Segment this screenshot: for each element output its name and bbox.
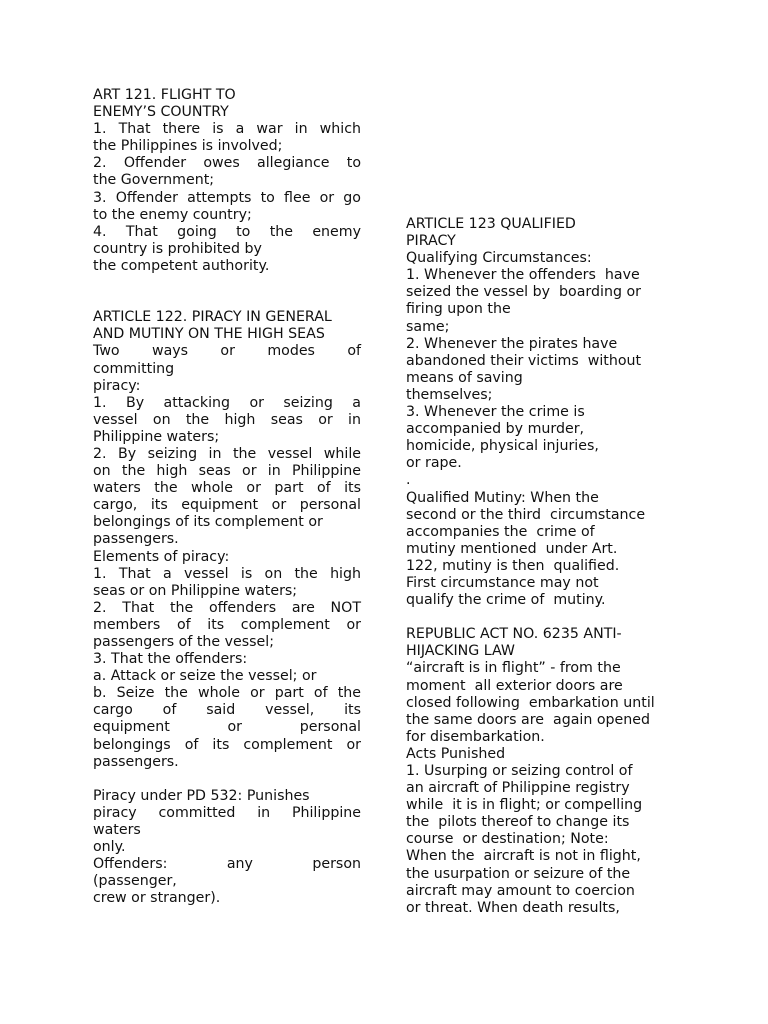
text-line: crew or stranger). (93, 890, 221, 907)
text-line: (passenger, (93, 873, 177, 890)
text-line: second or the third circumstance (406, 506, 646, 523)
text-line: the Government; (93, 172, 215, 189)
text-line: Offenders: any person (93, 856, 361, 873)
text-line: for disembarkation. (406, 728, 545, 745)
text-line: piracy committed in Philippine (93, 804, 361, 821)
text-line: on the high seas or in Philippine (93, 463, 361, 480)
text-line: homicide, physical injuries, (406, 438, 599, 455)
text-line: or rape. (406, 455, 462, 472)
text-line: HIJACKING LAW (406, 643, 515, 660)
text-line: seas or on Philippine waters; (93, 582, 298, 599)
text-line: 3. Whenever the crime is (406, 404, 585, 421)
text-line: Piracy under PD 532: Punishes (93, 787, 310, 804)
text-line: waters (93, 822, 141, 839)
text-line: 122, mutiny is then qualified. (406, 557, 620, 574)
text-line: the pilots thereof to change its (406, 814, 630, 831)
text-line: 2. Offender owes allegiance to (93, 155, 361, 172)
text-line: 1. Usurping or seizing control of (406, 763, 633, 779)
text-line: Acts Punished (406, 745, 506, 762)
text-line: cargo of said vessel, its (93, 702, 361, 719)
text-line: 2. By seizing in the vessel while (93, 445, 361, 462)
text-line: passengers of the vessel; (93, 634, 275, 650)
text-line: vessel on the high seas or in (93, 411, 361, 428)
text-line: course or destination; Note: (406, 831, 609, 848)
text-line: themselves; (406, 386, 493, 403)
text-line: belongings of its complement or (93, 736, 361, 753)
blank-line-spacer (406, 609, 674, 626)
text-line: same; (406, 318, 450, 335)
text-line: First circumstance may not (406, 574, 599, 591)
text-line: aircraft may amount to coercion (406, 882, 635, 899)
text-line: the same doors are again opened (406, 711, 650, 728)
text-line: b. Seize the whole or part of the (93, 685, 361, 702)
text-line: the usurpation or seizure of the (406, 865, 631, 882)
text-line: AND MUTINY ON THE HIGH SEAS (93, 326, 325, 343)
text-line: mutiny mentioned under Art. (406, 540, 618, 557)
text-line: to the enemy country; (93, 206, 252, 223)
text-line: 1. Whenever the offenders have (406, 267, 640, 284)
text-line: abandoned their victims without (406, 352, 642, 369)
text-line: 3. That the offenders: (93, 651, 248, 668)
text-line: firing upon the (406, 301, 511, 318)
text-line: passengers. (93, 531, 179, 548)
text-line: 1. That there is a war in which (93, 121, 361, 138)
text-line: or threat. When death results, (406, 899, 620, 916)
text-line: a. Attack or seize the vessel; or (93, 668, 317, 685)
text-line: Elements of piracy: (93, 548, 230, 565)
text-line: REPUBLIC ACT NO. 6235 ANTI- (406, 626, 622, 643)
text-line: moment all exterior doors are (406, 677, 623, 694)
text-line: an aircraft of Philippine registry (406, 780, 630, 797)
text-line: equipment or personal (93, 719, 361, 736)
text-line: cargo, its equipment or personal (93, 497, 361, 514)
text-line: 4. That going to the enemy (93, 223, 361, 240)
text-line: seized the vessel by boarding or (406, 284, 641, 301)
text-line: the competent authority. (93, 257, 270, 274)
text-line: 2. Whenever the pirates have (406, 335, 618, 352)
text-line: the Philippines is involved; (93, 138, 283, 155)
text-line: 1. That a vessel is on the high (93, 565, 361, 582)
text-line: accompanies the crime of (406, 523, 595, 540)
text-line: waters the whole or part of its (93, 480, 361, 497)
text-line: When the aircraft is not in flight, (406, 848, 641, 865)
text-line: only. (93, 839, 126, 856)
text-line: ENEMY’S COUNTRY (93, 104, 229, 121)
right-text-column (406, 216, 674, 917)
text-line: PIRACY (406, 233, 456, 250)
text-line: Philippine waters; (93, 428, 220, 445)
text-line: “aircraft is in flight” - from the (406, 660, 621, 677)
left-text-column (93, 87, 361, 908)
text-line: . (406, 472, 411, 489)
text-line: qualify the crime of mutiny. (406, 592, 606, 609)
text-line: committing (93, 360, 175, 377)
text-line: ART 121. FLIGHT TO (93, 87, 236, 103)
text-line: members of its complement or (93, 616, 361, 633)
text-line: closed following embarkation until (406, 694, 655, 711)
text-line: 1. By attacking or seizing a (93, 394, 361, 411)
text-line: belongings of its complement or (93, 514, 323, 531)
text-line: ARTICLE 123 QUALIFIED (406, 216, 576, 232)
blank-line-spacer (93, 275, 361, 309)
text-line: 3. Offender attempts to flee or go (93, 189, 361, 206)
text-line: while it is in flight; or compelling (406, 797, 643, 814)
text-line: accompanied by murder, (406, 421, 585, 438)
text-line: Two ways or modes of (93, 343, 361, 360)
text-line: Qualified Mutiny: When the (406, 489, 599, 506)
text-line: 2. That the offenders are NOT (93, 599, 361, 616)
text-line: means of saving (406, 369, 523, 386)
blank-line-spacer (93, 771, 361, 788)
text-line: piracy: (93, 377, 141, 394)
text-line: country is prohibited by (93, 240, 262, 257)
text-line: Qualifying Circumstances: (406, 250, 592, 267)
text-line: passengers. (93, 753, 179, 770)
text-line: ARTICLE 122. PIRACY IN GENERAL (93, 309, 332, 326)
